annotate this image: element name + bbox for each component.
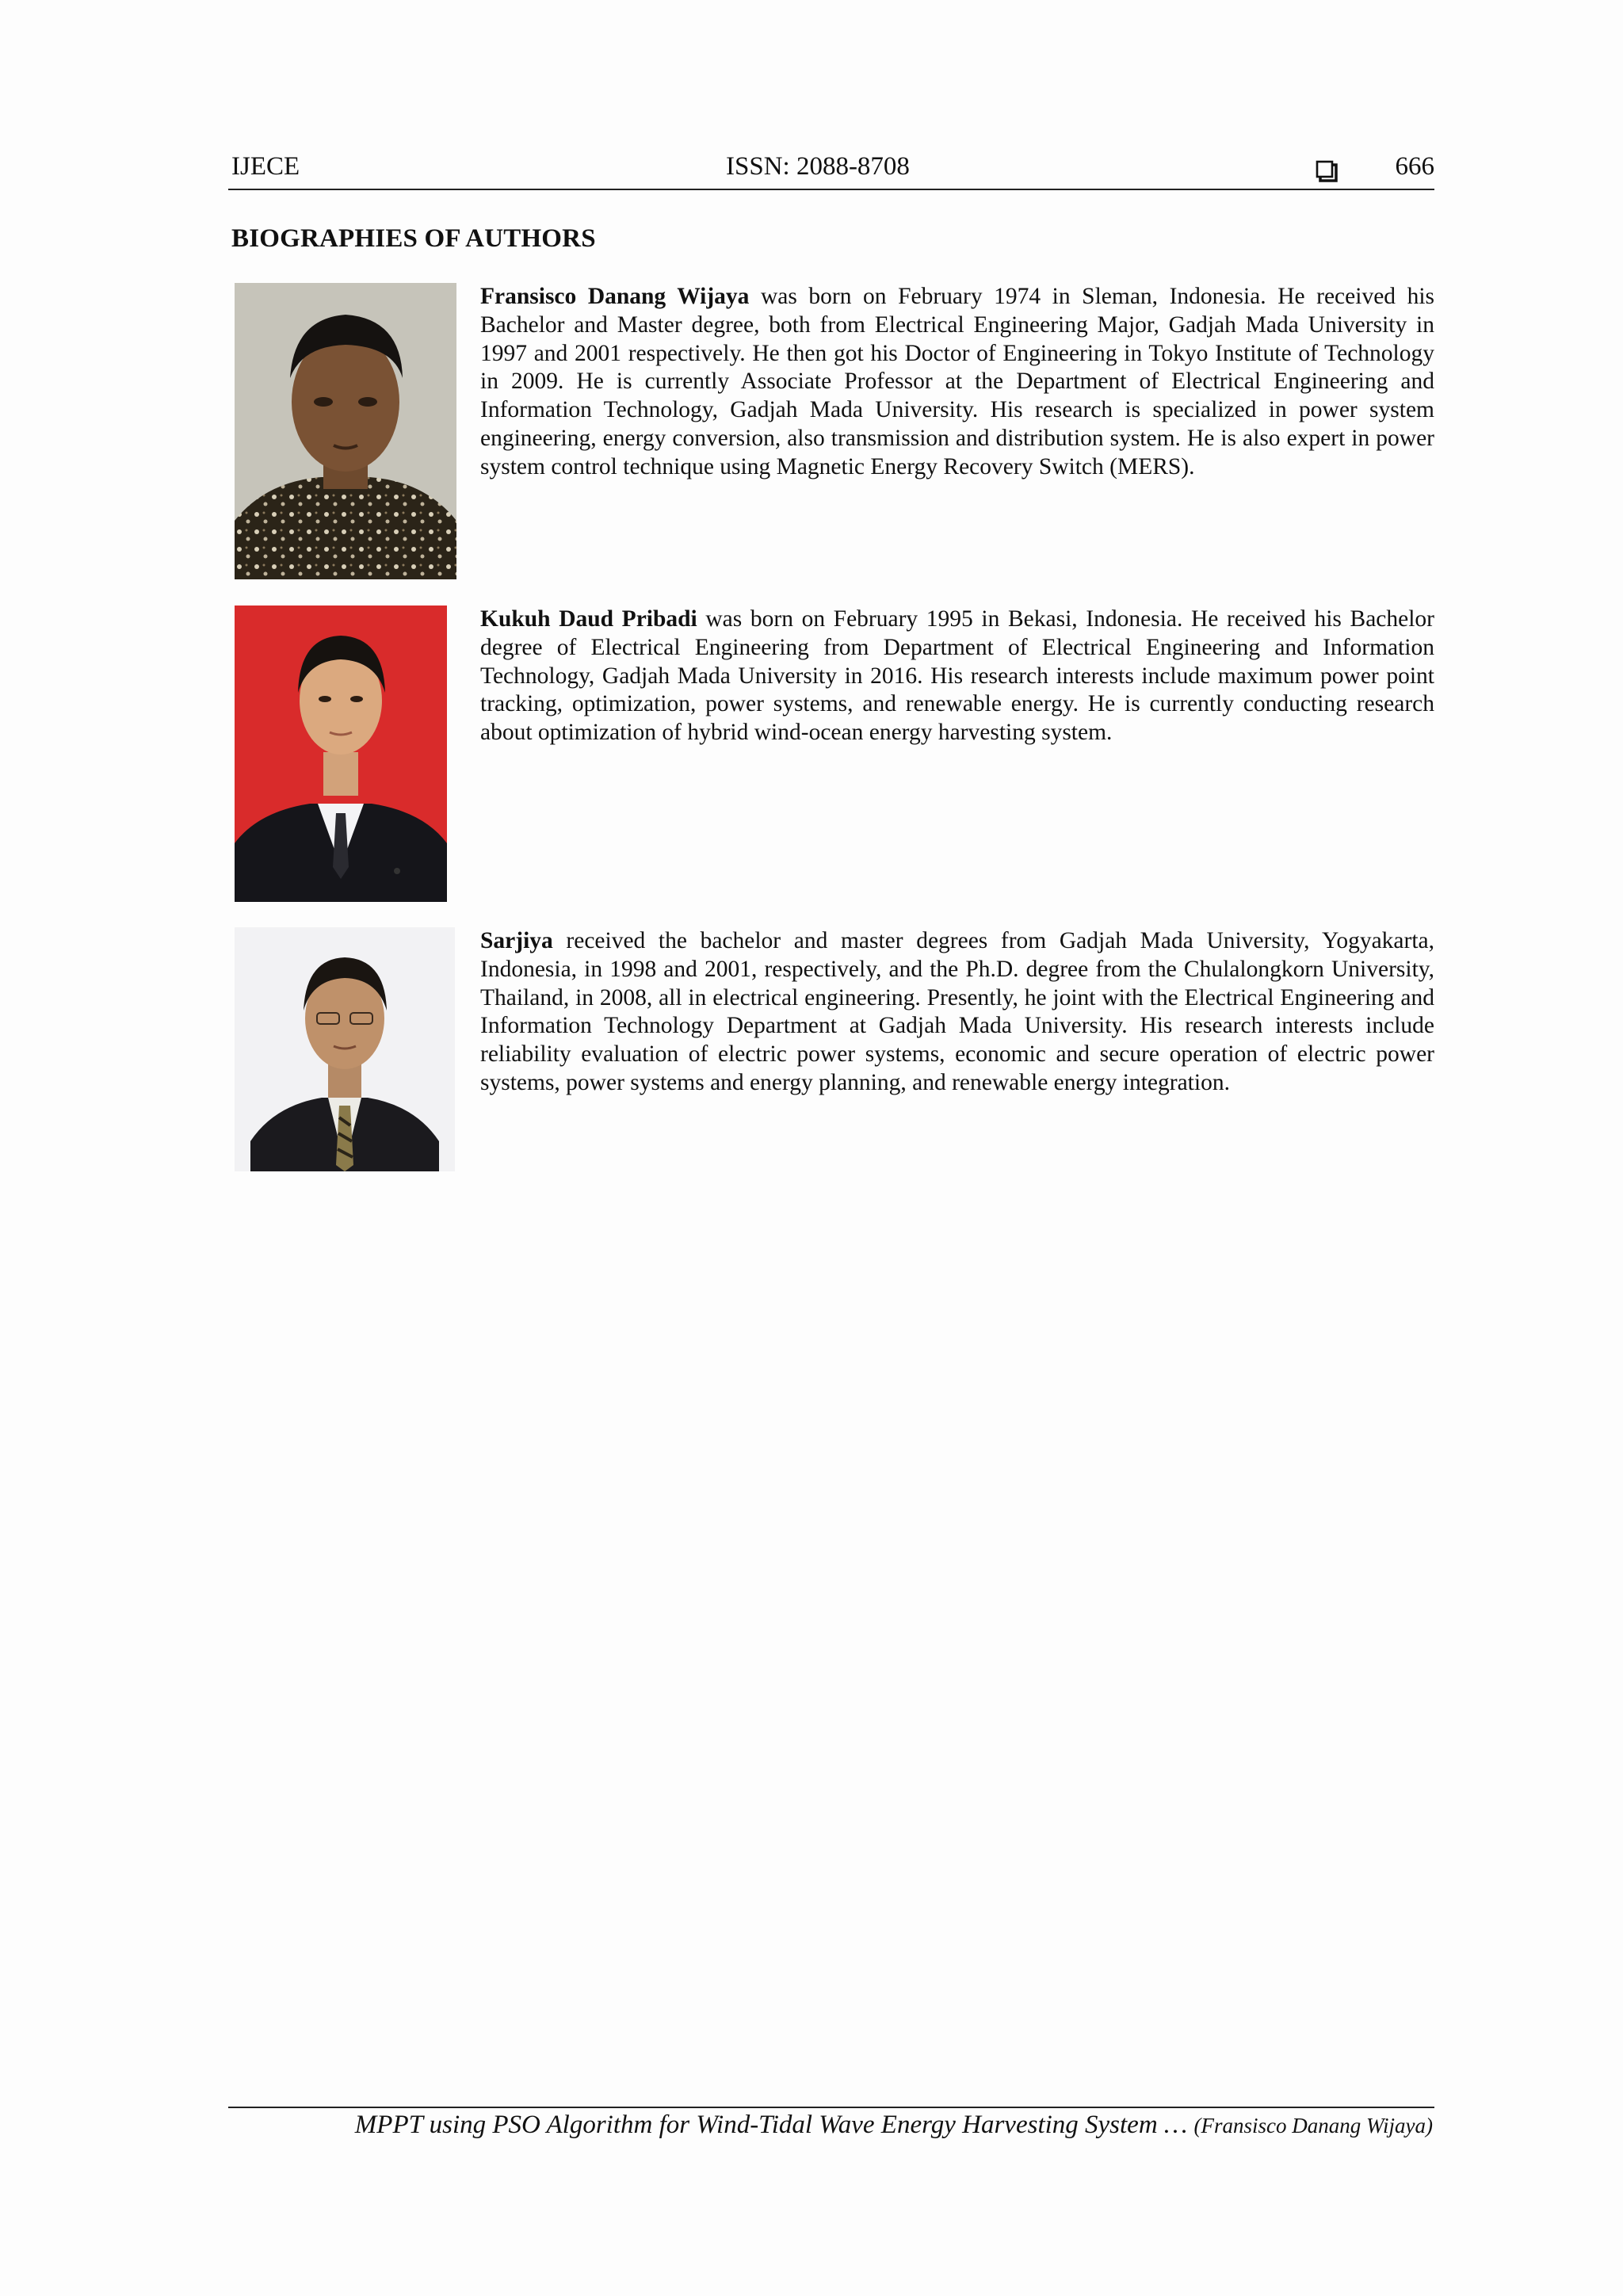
header-divider <box>228 189 1434 190</box>
issn: ISSN: 2088-8708 <box>726 152 910 181</box>
journal-name: IJECE <box>231 152 300 181</box>
author-photo <box>235 283 456 579</box>
author-block <box>235 283 1434 584</box>
section-title: BIOGRAPHIES OF AUTHORS <box>231 224 596 253</box>
author-name: Sarjiya <box>480 928 553 953</box>
author-name: Fransisco Danang Wijaya <box>480 284 750 309</box>
footer-author: (Fransisco Danang Wijaya) <box>1193 2114 1433 2137</box>
author-bio <box>480 283 1434 482</box>
author-bio <box>480 927 1434 1098</box>
author-bio-text: was born on February 1974 in Sleman, Indonesia. He received his Bachelor and Master degree, both from Electrical Engineering Major, Gadjah Mada University in 1997 and 2001 respectively. He then got his Doctor of Engineering in Tokyo Institute of Technology in 2009. He is currently Associate Professor at the Department of Electrical Engineering and Information Technology, Gadjah Mada University. His research is specialized in power system engineering, energy conversion, also transmission and distribution system. He is also expert in power system control technique using Magnetic Energy Recovery Switch (MERS). <box>480 284 1435 479</box>
author-block <box>235 927 1434 1181</box>
running-footer <box>355 2111 1433 2140</box>
running-header <box>231 152 1434 192</box>
footer-title: MPPT using PSO Algorithm for Wind-Tidal Wave Energy Harvesting System … <box>354 2111 1194 2139</box>
author-name: Kukuh Daud Pribadi <box>480 606 697 632</box>
author-photo <box>235 606 447 902</box>
author-bio <box>480 606 1434 747</box>
author-bio-text: was born on February 1995 in Bekasi, Indonesia. He received his Bachelor degree of Electrical Engineering from Department of Electrical Engineering and Information Technology, Gadjah Mada University in 2016. His research interests include maximum power point tracking, optimization, power systems, and renewable energy. He is currently conducting research about optimization of hybrid wind-ocean energy harvesting system. <box>480 606 1434 746</box>
author-block <box>235 606 1434 907</box>
author-photo <box>235 927 455 1171</box>
footer-divider <box>228 2107 1434 2108</box>
page-number: 666 <box>1395 152 1434 181</box>
checkbox-icon <box>1316 160 1338 182</box>
author-bio-text: received the bachelor and master degrees from Gadjah Mada University, Yogyakarta, Indonesia, in 1998 and 2001, respectively, and the Ph.D. degree from the Chulalongkorn University, Thailand, in 2008, all in electrical engineering. Presently, he joint with the Electrical Engineering and Information Technology Department at Gadjah Mada University. His research interests include reliability evaluation of electric power systems, economic and secure operation of electric power systems, power systems and energy planning, and renewable energy integration. <box>480 928 1434 1095</box>
